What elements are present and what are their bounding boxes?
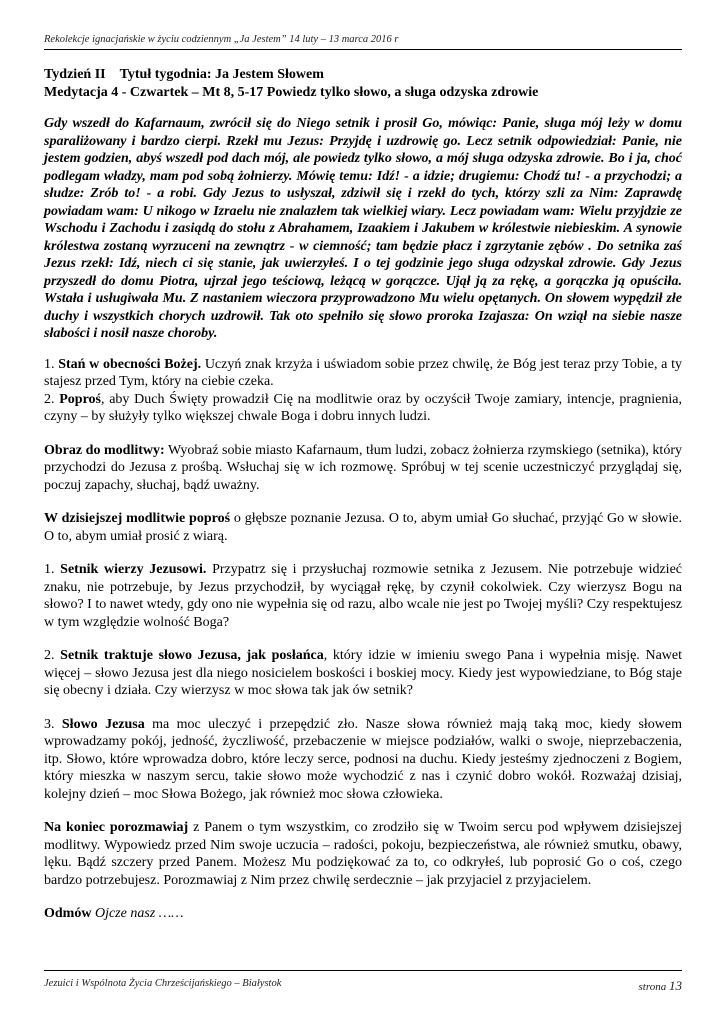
page-footer — [44, 970, 682, 993]
point-3 — [44, 716, 682, 804]
point-3-number: 3. — [44, 716, 62, 732]
point-3-heading: Słowo Jezusa — [61, 716, 145, 732]
closing-heading: Na koniec porozmawiaj — [44, 820, 189, 835]
step-1-number: 1. — [44, 356, 55, 372]
point-1-heading: Setnik wierzy Jezusowi. — [60, 562, 207, 577]
point-1 — [44, 561, 682, 631]
running-title: Rekolekcje ignacjańskie w życiu codziennym „Ja Jestem” 14 luty – 13 marca 2016 r — [44, 34, 399, 45]
step-2 — [44, 391, 682, 426]
week-label: Tydzień II — [44, 67, 106, 82]
week-heading — [44, 66, 682, 84]
week-title: Tytuł tygodnia: Ja Jestem Słowem — [119, 67, 324, 82]
petition-heading: W dzisiejszej modlitwie poproś — [44, 511, 231, 526]
point-3-text: ma moc uleczyć i przepędzić zło. Nasze słowa również mają taką moc, kiedy słowem wprowadzamy pokój, jedność, życzliwość, przebaczenie w miejsce podziałów, walki o swoje, nieprzebaczenia, itp. Słowo, które wprowadza dobro, które leczy serce, podnosi na duchu. Kiedy jesteśmy zjednoczeni z Bogiem, który mieszka w naszym sercu, takie słowo może wychodzić z nas i czynić dobro wokół. Rozważaj dzisiaj, kolejny dzień – moc Słowa Bożego, jak również moc słowa człowieka. — [44, 716, 682, 802]
gospel-passage: Gdy wszedł do Kafarnaum, zwrócił się do Niego setnik i prosił Go, mówiąc: Panie, sługa mój leży w domu sparaliżowany i bardzo cierpi. Rzekł mu Jezus: Przyjdę i uzdrowię go. Lecz setnik odpowiedział: Panie, nie jestem godzien, abyś wszedł pod dach mój, ale powiedz tylko słowo, a mój sługa odzyska zdrowie. Bo i ja, choć podlegam władzy, mam pod sobą żołnierzy. Mówię temu: Idź! - a idzie; drugiemu: Chodź tu! - a przychodzi; a słudze: Zrób to! - a robi. Gdy Jezus to usłyszał, zdziwił się i rzekł do tych, którzy szli za Nim: Zaprawdę powiadam wam: U nikogo w Izraelu nie znalazłem tak wielkiej wiary. Lecz powiadam wam: Wielu przyjdzie ze Wschodu i Zachodu i zasiądą do stołu z Abrahamem, Izaakiem i Jakubem w królestwie niebieskim. A synowie królestwa zostaną wyrzuceni na zewnątrz - w ciemność; tam będzie płacz i zgrzytanie zębów . Do setnika zaś Jezus rzekł: Idź, niech ci się stanie, jak uwierzyłeś. I o tej godzinie jego sługa odzyskał zdrowie. Gdy Jezus przyszedł do domu Piotra, ujrzał jego teściową, leżącą w gorączce. Ujął ją za rękę, a gorączka ją opuściła. Wstała i usługiwała Mu. Z nastaniem wieczora przyprowadzono Mu wielu opętanych. On słowem wypędził złe duchy i wszystkich chorych uzdrowił. Tak oto spełniło się słowo proroka Izajasza: On wziął na siebie nasze słabości i nosił nasze choroby. — [44, 116, 682, 341]
point-2 — [44, 647, 682, 700]
point-1-text: Przypatrz się i przysłuchaj rozmowie setnika z Jezusem. Nie potrzebuje widzieć znaku, nie potrzebuje, by Jezus przychodził, by wyciągał rękę, by czynił cokolwiek. Czy wierzysz Bogu na słowo? I to nawet wtedy, gdy ono nie wypełnia się od razu, albo wcale nie jest po Twojej myśli? Czy respektujesz w tym względzie wolność Boga? — [44, 562, 682, 630]
step-1-heading: Stań w obecności Bożej. — [58, 356, 202, 372]
point-2-number: 2. — [44, 648, 61, 663]
document-body — [44, 66, 682, 939]
point-1-number: 1. — [44, 562, 61, 577]
closing-text: z Panem o tym wszystkim, co zrodziło się w Twoim sercu pod wpływem dzisiejszej modlitwy. Wypowiedz przed Nim swoje uczucia – radości, pokoju, bezpieczeństwa, ale również smutku, obawy, lęku. Bądź szczery przed Panem. Możesz Mu podziękować za to, co odkryłeś, lub poprosić Go o coś, czego bardzo potrzebujesz. Porozmawiaj z Nim przez chwilę serdecznie – jak przyjaciel z przyjacielem. — [44, 820, 682, 888]
image-prayer-text: Wyobraź sobie miasto Kafarnaum, tłum ludzi, zobacz żołnierza rzymskiego (setnika), który przychodzi do Jezusa z prośbą. Wsłuchaj się w ich rozmowę. Spróbuj w tej scenie uczestniczyć przyglądaj się, poczuj zapachy, słuchaj, bądź uważny. — [44, 442, 682, 493]
point-2-text: , który idzie w imieniu swego Pana i wypełnia misję. Nawet więcej – słowo Jezusa jest dla niego nosicielem boskości i boskiej mocy. Kiedy jest wypowiedziane, to Bóg staje się obecny i działa. Czy wierzysz w moc słowa tak jak ów setnik? — [44, 648, 682, 698]
step-1-text: Uczyń znak krzyża i uświadom sobie przez chwilę, że Bóg jest teraz przy Tobie, a ty stajesz przed Tym, który na ciebie czeka. — [44, 356, 682, 389]
page-label: strona — [638, 981, 669, 993]
page-number-label — [639, 978, 682, 994]
final-prayer-text: Ojcze nasz …… — [91, 906, 184, 921]
point-2-heading: Setnik traktuje słowo Jezusa, jak posłańca — [60, 648, 324, 663]
step-2-text: , aby Duch Święty prowadził Cię na modlitwie oraz by oczyścił Twoje zamiary, intencje, pragnienia, czyny – by służyły tylko większej chwale Boga i dobru innych ludzi. — [44, 391, 683, 424]
footer-organization: Jezuici i Wspólnota Życia Chrześcijańskiego – Białystok — [44, 978, 282, 989]
image-prayer — [44, 442, 682, 495]
final-prayer — [44, 905, 682, 923]
closing-colloquy — [44, 819, 682, 889]
petition-text: o głębsze poznanie Jezusa. O to, abym umiał Go słuchać, przyjąć Go w słowie. O to, abym umiał prosić z wiarą. — [44, 511, 682, 544]
step-2-number: 2. — [44, 391, 55, 407]
page-number: 13 — [669, 978, 682, 993]
petition — [44, 510, 682, 545]
meditation-title: Medytacja 4 - Czwartek – Mt 8, 5-17 Powiedz tylko słowo, a sługa odzyska zdrowie — [44, 84, 539, 100]
step-2-heading: Poproś — [59, 391, 101, 407]
step-1 — [44, 356, 682, 391]
image-prayer-heading: Obraz do modlitwy: — [44, 442, 165, 458]
page-header — [44, 34, 682, 50]
final-prayer-heading: Odmów — [44, 906, 92, 921]
